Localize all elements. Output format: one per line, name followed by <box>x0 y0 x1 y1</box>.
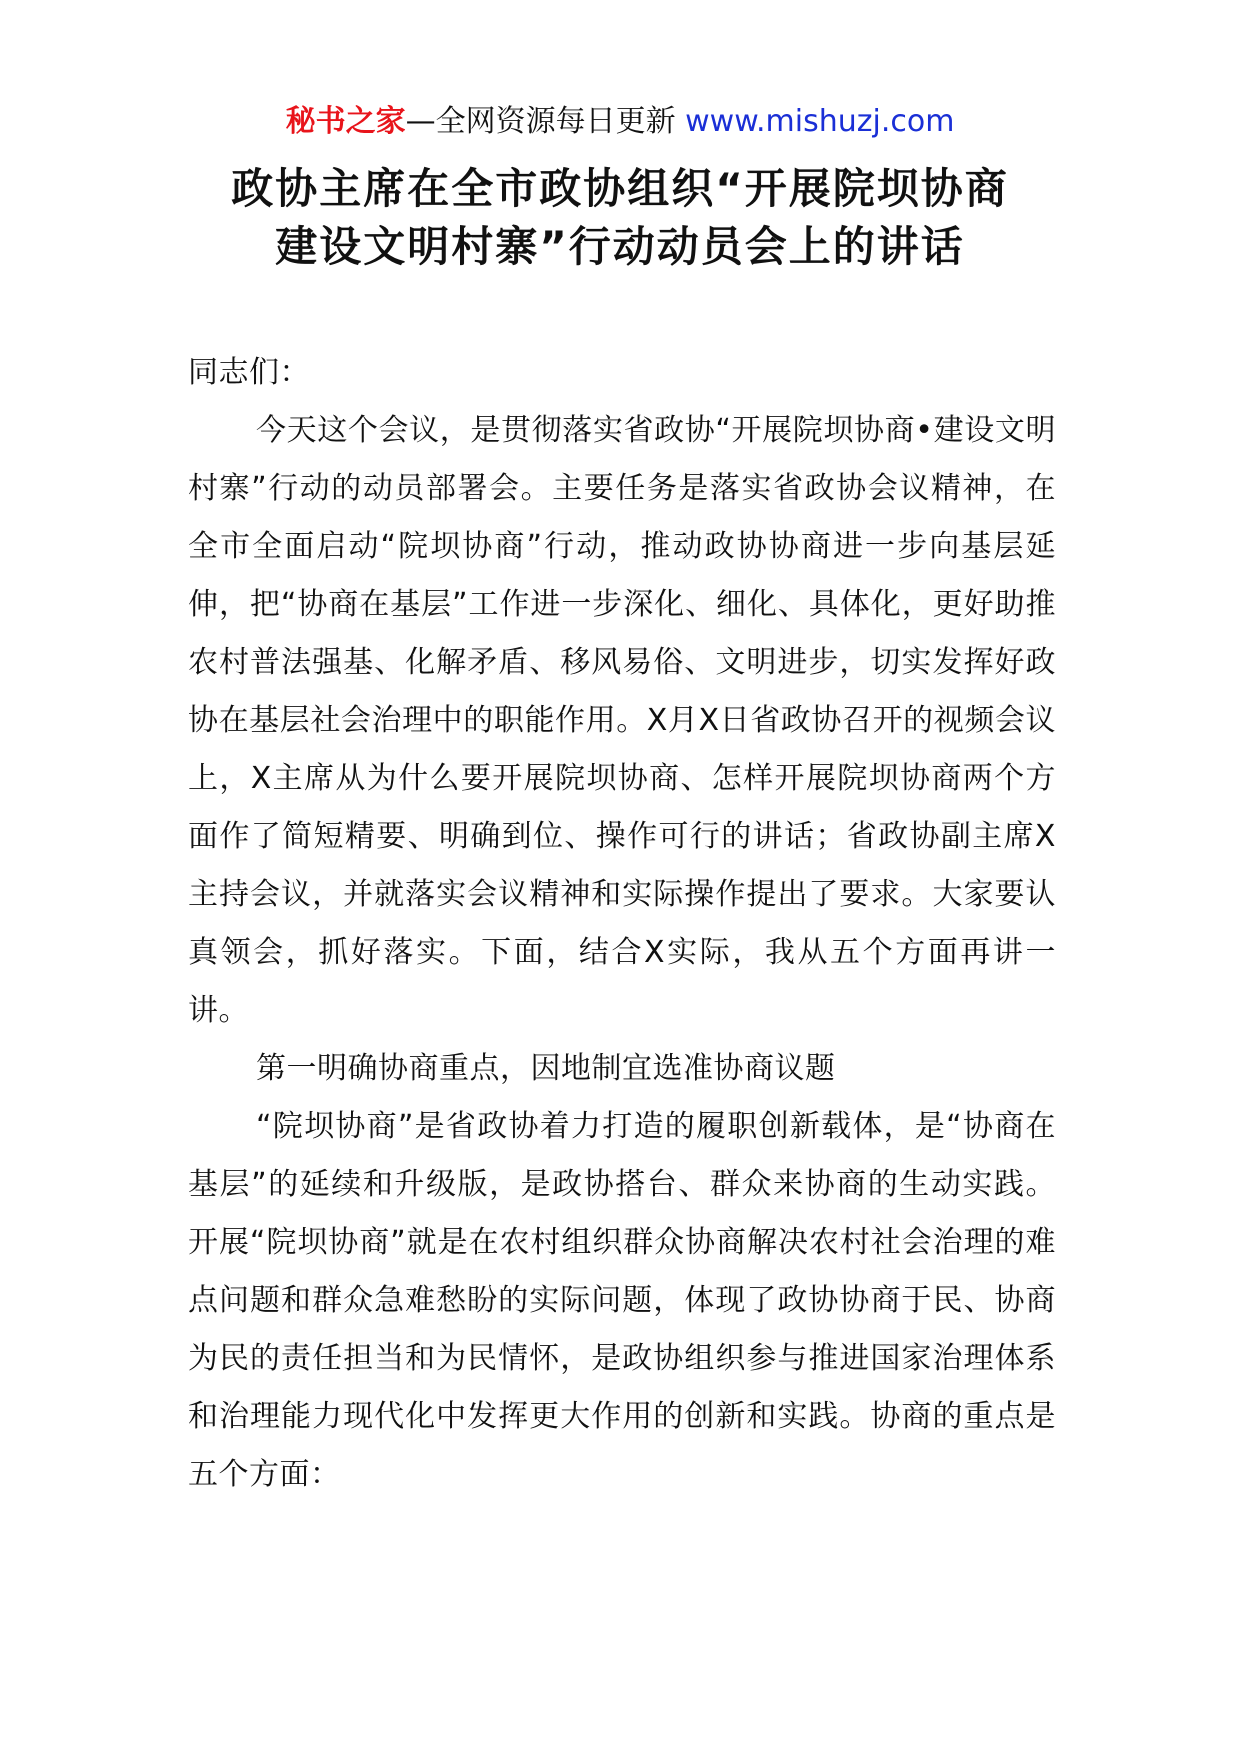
title-line-2: 建设文明村寨”行动动员会上的讲话 <box>275 222 965 271</box>
site-url-link[interactable]: www.mishuzj.com <box>685 104 955 139</box>
document-body <box>188 344 1056 1504</box>
paragraph-section-1: “院坝协商”是省政协着力打造的履职创新载体，是“协商在基层”的延续和升级版，是政协搭台、群众来协商的生动实践。开展“院坝协商”就是在农村组织群众协商解决农村社会治理的难点问题和群众急难愁盼的实际问题，体现了政协协商于民、协商为民的责任担当和为民情怀，是政协组织参与推进国家治理体系和治理能力现代化中发挥更大作用的创新和实践。协商的重点是五个方面： <box>188 1109 1056 1492</box>
title-line-1: 政协主席在全市政协组织“开展院坝协商 <box>231 164 1009 213</box>
salutation: 同志们： <box>188 355 310 390</box>
paragraph-intro: 今天这个会议，是贯彻落实省政协“开展院坝协商•建设文明村寨”行动的动员部署会。主要任务是落实省政协会议精神，在全市全面启动“院坝协商”行动，推动政协协商进一步向基层延伸，把“协商在基层”工作进一步深化、细化、具体化，更好助推农村普法强基、化解矛盾、移风易俗、文明进步，切实发挥好政协在基层社会治理中的职能作用。X月X日省政协召开的视频会议上，X主席从为什么要开展院坝协商、怎样开展院坝协商两个方面作了简短精要、明确到位、操作可行的讲话；省政协副主席X主持会议，并就落实会议精神和实际操作提出了要求。大家要认真领会，抓好落实。下面，结合X实际，我从五个方面再讲一讲。 <box>188 413 1056 1028</box>
document-title <box>0 160 1240 276</box>
section-heading-1: 第一明确协商重点，因地制宜选准协商议题 <box>256 1051 836 1086</box>
brand-name: 秘书之家 <box>285 104 406 139</box>
site-header <box>0 100 1240 144</box>
header-tagline: —全网资源每日更新 <box>405 104 676 139</box>
